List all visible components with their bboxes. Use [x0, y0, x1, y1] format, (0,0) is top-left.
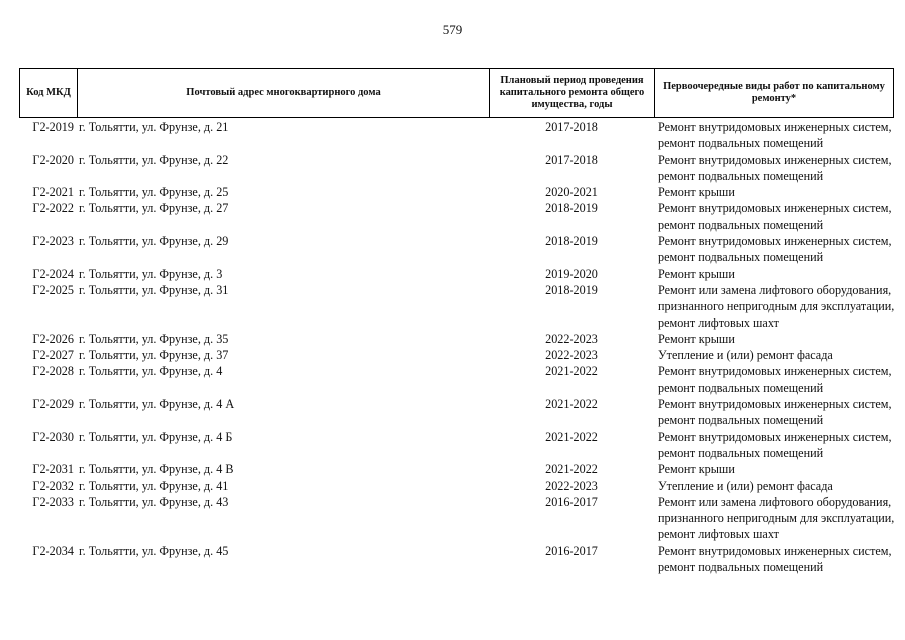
table-row [19, 184, 894, 200]
cell-code: Г2-2030 [32, 429, 74, 444]
cell-code: Г2-2032 [32, 478, 74, 493]
cell-works [654, 396, 892, 429]
works-line: ремонт подвальных помещений [658, 380, 824, 395]
works-line: ремонт лифтовых шахт [658, 527, 779, 542]
cell-address: г. Тольятти, ул. Фрунзе, д. 37 [79, 348, 229, 363]
cell-address: г. Тольятти, ул. Фрунзе, д. 45 [79, 543, 229, 558]
cell-address: г. Тольятти, ул. Фрунзе, д. 4 А [79, 397, 235, 412]
cell-address: г. Тольятти, ул. Фрунзе, д. 43 [79, 494, 229, 509]
cell-address: г. Тольятти, ул. Фрунзе, д. 22 [79, 152, 229, 167]
cell-period: 2021-2022 [545, 462, 598, 477]
cell-period: 2022-2023 [545, 348, 598, 363]
table-row [19, 543, 894, 576]
table-row [19, 396, 894, 429]
cell-works [654, 347, 892, 363]
cell-works [654, 494, 895, 543]
cell-works [654, 200, 892, 233]
cell-period: 2017-2018 [545, 120, 598, 134]
works-line: Утепление и (или) ремонт фасада [658, 478, 833, 493]
cell-code: Г2-2031 [32, 462, 74, 477]
works-line: Ремонт или замена лифтового оборудования, [658, 494, 892, 509]
cell-period: 2021-2022 [545, 364, 598, 379]
cell-code: Г2-2025 [32, 282, 74, 297]
works-line: ремонт подвальных помещений [658, 413, 824, 428]
works-line: Ремонт внутридомовых инженерных систем, [658, 543, 892, 558]
works-line: ремонт подвальных помещений [658, 136, 824, 151]
cell-address: г. Тольятти, ул. Фрунзе, д. 27 [79, 201, 229, 216]
header-period: Плановый период проведения капитального ремонта общего имущества, годы [490, 69, 655, 117]
cell-period: 2022-2023 [545, 478, 598, 493]
cell-code: Г2-2027 [32, 348, 74, 363]
table-row [19, 266, 894, 282]
cell-period: 2016-2017 [545, 543, 598, 558]
table-header [19, 68, 894, 118]
table-body [19, 119, 894, 575]
header-works: Первоочередные виды работ по капитальному ремонту* [663, 81, 885, 104]
cell-period: 2016-2017 [545, 494, 598, 509]
cell-address: г. Тольятти, ул. Фрунзе, д. 31 [79, 282, 229, 297]
cell-code: Г2-2033 [32, 494, 74, 509]
cell-period: 2018-2019 [545, 234, 598, 249]
works-line: признанного непригодным для эксплуатации, [658, 299, 895, 314]
cell-works [654, 282, 895, 331]
works-line: ремонт подвальных помещений [658, 250, 824, 265]
table-row [19, 429, 894, 462]
works-line: ремонт подвальных помещений [658, 168, 824, 183]
cell-code: Г2-2020 [32, 152, 74, 167]
cell-period: 2022-2023 [545, 331, 598, 346]
works-line: признанного непригодным для эксплуатации, [658, 511, 895, 526]
works-line: Ремонт или замена лифтового оборудования, [658, 282, 892, 297]
cell-code: Г2-2019 [32, 120, 74, 134]
cell-works [654, 461, 892, 477]
cell-address: г. Тольятти, ул. Фрунзе, д. 21 [79, 120, 229, 134]
table-row [19, 331, 894, 347]
works-line: Ремонт крыши [658, 266, 735, 281]
cell-address: г. Тольятти, ул. Фрунзе, д. 3 [79, 266, 223, 281]
works-line: Ремонт крыши [658, 331, 735, 346]
header-address: Почтовый адрес многоквартирного дома [78, 69, 490, 117]
works-line: Утепление и (или) ремонт фасада [658, 348, 833, 363]
cell-period: 2021-2022 [545, 429, 598, 444]
page-number: 579 [442, 22, 463, 37]
works-line: Ремонт внутридомовых инженерных систем, [658, 397, 892, 412]
works-line: ремонт подвальных помещений [658, 560, 824, 575]
cell-address: г. Тольятти, ул. Фрунзе, д. 4 В [79, 462, 234, 477]
cell-address: г. Тольятти, ул. Фрунзе, д. 35 [79, 331, 229, 346]
cell-code: Г2-2021 [32, 185, 74, 200]
cell-code: Г2-2034 [32, 543, 74, 558]
works-line: ремонт подвальных помещений [658, 445, 824, 460]
cell-code: Г2-2022 [32, 201, 74, 216]
cell-address: г. Тольятти, ул. Фрунзе, д. 25 [79, 185, 229, 200]
cell-period: 2019-2020 [545, 266, 598, 281]
cell-period: 2017-2018 [545, 152, 598, 167]
cell-period: 2020-2021 [545, 185, 598, 200]
works-line: ремонт подвальных помещений [658, 217, 824, 232]
cell-code: Г2-2029 [32, 397, 74, 412]
cell-works [654, 233, 892, 266]
cell-works [654, 363, 892, 396]
cell-code: Г2-2028 [32, 364, 74, 379]
works-line: Ремонт внутридомовых инженерных систем, [658, 201, 892, 216]
cell-works [654, 184, 892, 200]
works-line: Ремонт внутридомовых инженерных систем, [658, 152, 892, 167]
cell-address: г. Тольятти, ул. Фрунзе, д. 41 [79, 478, 229, 493]
cell-works [654, 429, 892, 462]
table-row [19, 478, 894, 494]
table-row [19, 233, 894, 266]
cell-works [654, 119, 892, 152]
table-row [19, 282, 894, 331]
works-line: Ремонт крыши [658, 462, 735, 477]
cell-code: Г2-2023 [32, 234, 74, 249]
table-row [19, 494, 894, 543]
cell-works [654, 266, 892, 282]
cell-code: Г2-2026 [32, 331, 74, 346]
table-row [19, 461, 894, 477]
works-line: Ремонт внутридомовых инженерных систем, [658, 120, 892, 134]
table-row [19, 347, 894, 363]
cell-works [654, 152, 892, 185]
table-row [19, 119, 894, 152]
cell-address: г. Тольятти, ул. Фрунзе, д. 4 Б [79, 429, 233, 444]
works-line: ремонт лифтовых шахт [658, 315, 779, 330]
works-line: Ремонт внутридомовых инженерных систем, [658, 429, 892, 444]
table-row [19, 152, 894, 185]
cell-code: Г2-2024 [32, 266, 74, 281]
works-line: Ремонт внутридомовых инженерных систем, [658, 234, 892, 249]
cell-works [654, 478, 892, 494]
cell-works [654, 331, 892, 347]
cell-works [654, 543, 892, 576]
cell-period: 2021-2022 [545, 397, 598, 412]
cell-period: 2018-2019 [545, 201, 598, 216]
cell-period: 2018-2019 [545, 282, 598, 297]
works-line: Ремонт крыши [658, 185, 735, 200]
cell-address: г. Тольятти, ул. Фрунзе, д. 29 [79, 234, 229, 249]
header-code: Код МКД [20, 69, 78, 117]
table-row [19, 363, 894, 396]
works-line: Ремонт внутридомовых инженерных систем, [658, 364, 892, 379]
table-row [19, 200, 894, 233]
cell-address: г. Тольятти, ул. Фрунзе, д. 4 [79, 364, 223, 379]
